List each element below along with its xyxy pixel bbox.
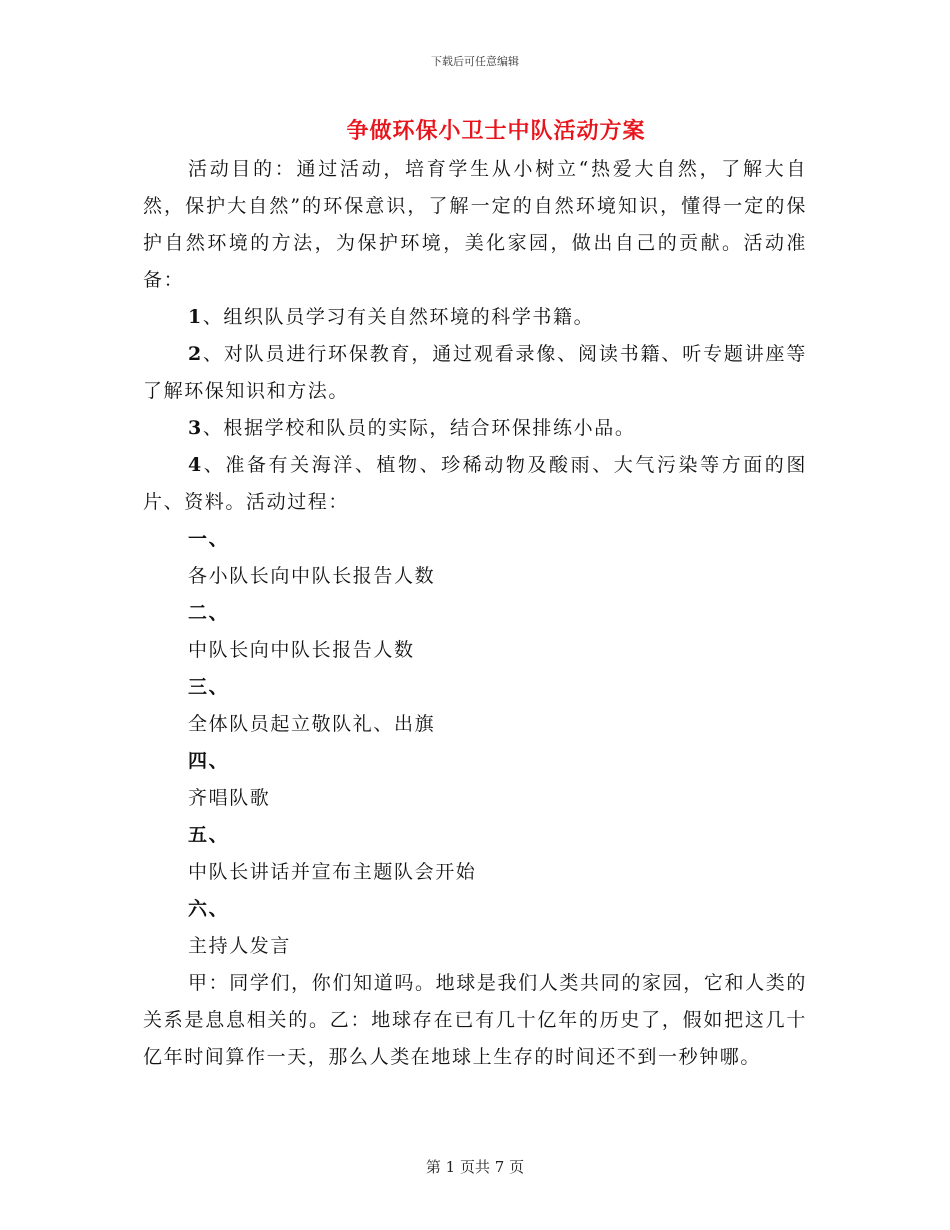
step-heading-3: 三、 <box>188 676 230 698</box>
step-text-3: 全体队员起立敬队礼、出旗 <box>188 713 436 735</box>
step-text-5: 中队长讲话并宣布主题队会开始 <box>188 861 477 883</box>
step-text-1: 各小队长向中队长报告人数 <box>188 565 436 587</box>
preparation-text: 、对队员进行环保教育，通过观看录像、阅读书籍、听专题讲座等了解环保知识和方法。 <box>143 343 807 402</box>
step-text-4: 齐唱队歌 <box>188 787 271 809</box>
step-text-6: 主持人发言 <box>188 935 292 957</box>
document-body <box>143 151 807 1076</box>
preparation-item-2 <box>143 336 807 410</box>
step-text-2: 中队长向中队长报告人数 <box>188 639 415 661</box>
purpose-paragraph: 活动目的：通过活动，培育学生从小树立“热爱大自然，了解大自然，保护大自然”的环保意识，了解一定的自然环境知识，懂得一定的保护自然环境的方法，为保护环境，美化家园，做出自己的贡献。活动准备： <box>143 158 807 291</box>
preparation-text: 、根据学校和队员的实际，结合环保排练小品。 <box>202 417 636 439</box>
preparation-text: 、组织队员学习有关自然环境的科学书籍。 <box>202 306 595 328</box>
page-footer: 第 1 页共 7 页 <box>425 1158 525 1176</box>
step-heading-5: 五、 <box>188 824 230 846</box>
preparation-number: 3 <box>188 417 203 439</box>
step-heading-2: 二、 <box>188 602 230 624</box>
preparation-number: 4 <box>188 454 203 476</box>
preparation-item-4 <box>143 447 807 521</box>
document-title: 争做环保小卫士中队活动方案 <box>346 118 646 144</box>
preparation-number: 1 <box>188 306 203 328</box>
step-heading-1: 一、 <box>188 528 230 550</box>
preparation-item-3 <box>143 410 807 447</box>
step-heading-6: 六、 <box>188 898 230 920</box>
preparation-text: 、准备有关海洋、植物、珍稀动物及酸雨、大气污染等方面的图片、资料。活动过程： <box>143 454 807 513</box>
step-heading-4: 四、 <box>188 750 230 772</box>
preparation-number: 2 <box>188 343 203 365</box>
header-note: 下载后可任意编辑 <box>431 55 519 68</box>
preparation-item-1 <box>143 299 807 336</box>
dialogue-paragraph: 甲：同学们，你们知道吗。地球是我们人类共同的家园，它和人类的关系是息息相关的。乙：地球存在已有几十亿年的历史了，假如把这几十亿年时间算作一天，那么人类在地球上生存的时间还不到一秒钟哪。 <box>143 972 807 1068</box>
